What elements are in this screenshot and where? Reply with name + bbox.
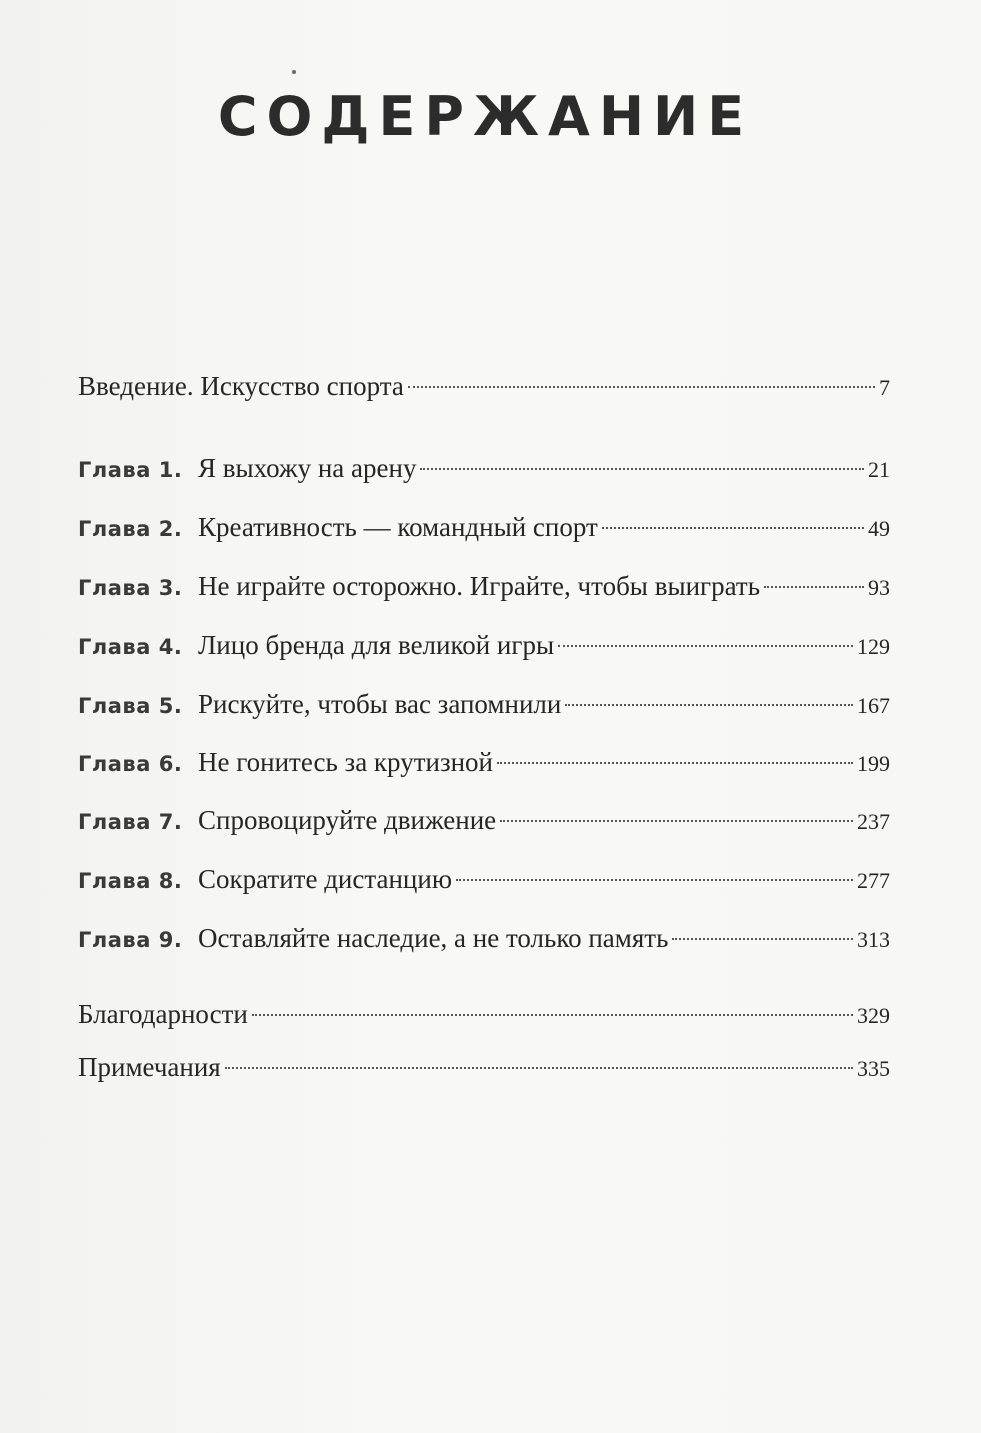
toc-entry-chapter-1 (78, 448, 890, 488)
chapter-label: Глава 3. (78, 576, 183, 600)
toc-entry-title: Спровоцируйте движение (198, 805, 497, 835)
chapter-label: Глава 9. (78, 928, 183, 952)
toc-page-number: 93 (868, 575, 890, 600)
toc-page-number: 199 (857, 751, 890, 776)
toc-entry-title: Креативность — командный спорт (198, 512, 598, 542)
toc-entry-chapter-5 (78, 684, 890, 724)
dot-leader (500, 820, 853, 822)
dot-leader (565, 704, 853, 706)
dot-leader (672, 938, 853, 940)
toc-page-number: 7 (879, 375, 890, 400)
toc-entry-title: Сократите дистанцию (198, 864, 452, 894)
chapter-label: Глава 1. (78, 458, 183, 482)
dot-leader (558, 645, 853, 647)
toc-entry-title: Рискуйте, чтобы вас запомнили (198, 689, 562, 719)
toc-page-number: 129 (857, 634, 890, 659)
dot-leader (408, 386, 875, 388)
toc-page-number: 167 (857, 693, 890, 718)
toc-entry-title: Лицо бренда для великой игры (198, 630, 555, 660)
toc-entry-chapter-7 (78, 800, 890, 840)
page-title: СОДЕРЖАНИЕ (217, 85, 754, 148)
toc-entry-title: Не гонитесь за крутизной (198, 747, 494, 777)
chapter-label: Глава 6. (78, 752, 183, 776)
toc-entry-title: Оставляйте наследие, а не только память (198, 923, 669, 953)
toc-entry-chapter-9 (78, 918, 890, 958)
dot-leader (420, 468, 864, 470)
toc-entry-acknowledgements (78, 994, 890, 1034)
toc-entry-title: Не играйте осторожно. Играйте, чтобы выиграть (198, 571, 761, 601)
toc-page-number: 335 (857, 1056, 890, 1081)
toc-page-number: 329 (857, 1003, 890, 1028)
chapter-label: Глава 8. (78, 869, 183, 893)
toc-page-number: 237 (857, 809, 890, 834)
dot-leader (225, 1067, 853, 1069)
chapter-label: Глава 4. (78, 635, 183, 659)
toc-entry-title: Введение. Искусство спорта (78, 371, 404, 401)
toc-entry-chapter-4 (78, 625, 890, 665)
toc-page-number: 313 (857, 927, 890, 952)
toc-page-number: 21 (868, 457, 890, 482)
toc-entry-title: Благодарности (78, 999, 248, 1029)
dot-leader (497, 762, 853, 764)
toc-entry-chapter-3 (78, 566, 890, 606)
print-speck (292, 70, 296, 74)
toc-entry-title: Я выхожу на арену (198, 453, 417, 483)
dot-leader (764, 586, 864, 588)
toc-entry-chapter-6 (78, 742, 890, 782)
toc-entry-notes (78, 1047, 890, 1087)
toc-page-number: 277 (857, 868, 890, 893)
chapter-label: Глава 5. (78, 694, 183, 718)
toc-entry-intro (78, 366, 890, 406)
dot-leader (602, 527, 864, 529)
toc-page-number: 49 (868, 516, 890, 541)
toc-entry-chapter-8 (78, 859, 890, 899)
chapter-label: Глава 7. (78, 810, 183, 834)
dot-leader (456, 879, 853, 881)
dot-leader (252, 1014, 853, 1016)
toc-entry-chapter-2 (78, 507, 890, 547)
chapter-label: Глава 2. (78, 517, 183, 541)
toc-entry-title: Примечания (78, 1052, 221, 1082)
